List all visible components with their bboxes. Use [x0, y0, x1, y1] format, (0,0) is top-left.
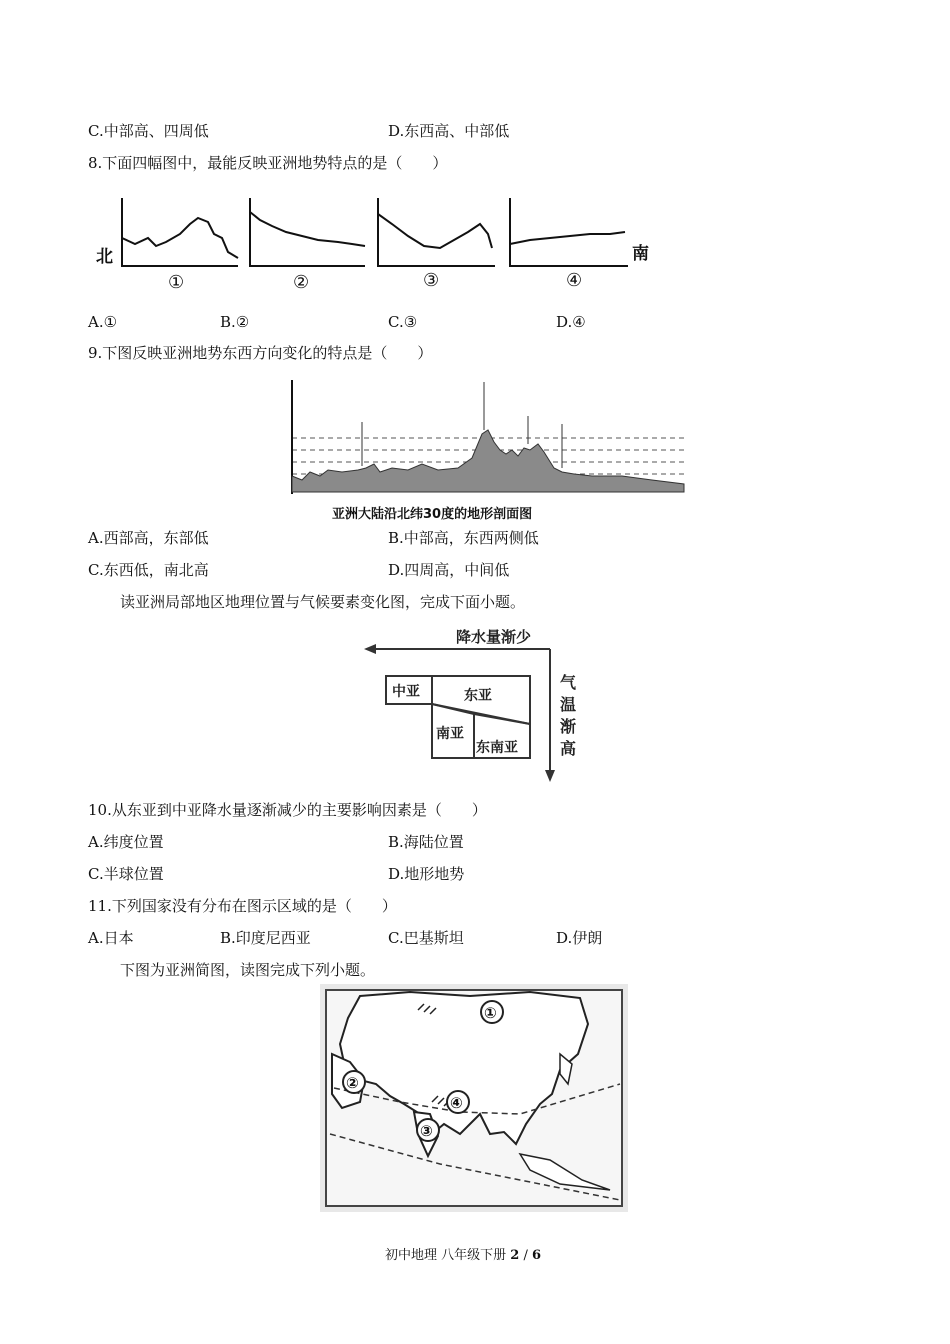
temp-label-4: 高 [560, 739, 577, 758]
q10-option-d: D.地形地势 [388, 865, 465, 883]
region-south-asia: 南亚 [436, 726, 464, 742]
map-label-4: ④ [450, 1094, 463, 1112]
region-east-asia: 东亚 [464, 688, 492, 704]
q9-option-d: D.四周高，中间低 [388, 561, 510, 579]
footer-text: 初中地理 八年级下册 [385, 1248, 511, 1263]
region-central-asia: 中亚 [392, 684, 420, 700]
profile-label-3: ③ [423, 270, 440, 291]
intro-map: 下图为亚洲简图，读图完成下列小题。 [120, 961, 376, 979]
q11-option-d: D.伊朗 [556, 929, 603, 947]
q9-option-b: B.中部高，东西两侧低 [388, 529, 539, 547]
cross-section-title: 亚洲大陆沿北纬30度的地形剖面图 [332, 507, 533, 522]
q8-option-c: C.③ [388, 313, 418, 331]
q7-option-d: D.东西高、中部低 [388, 122, 510, 140]
q7-option-c: C.中部高、四周低 [88, 122, 209, 140]
south-label: 南 [632, 244, 649, 264]
q8-option-d: D.④ [556, 313, 586, 331]
footer-total-pages: 6 [531, 1248, 542, 1263]
q9-option-c: C.东西低，南北高 [88, 561, 209, 579]
map-label-1: ① [484, 1004, 497, 1022]
q9-stem: 9.下图反映亚洲地势东西方向变化的特点是（ ） [88, 344, 433, 362]
temp-label-2: 温 [560, 695, 577, 714]
q10-stem: 10.从东亚到中亚降水量逐渐减少的主要影响因素是（ ） [88, 801, 487, 819]
footer-page-number: 2 [510, 1248, 520, 1263]
q8-stem: 8.下面四幅图中，最能反映亚洲地势特点的是（ ） [88, 154, 448, 172]
q9-cross-section-figure [262, 372, 688, 522]
region-southeast-asia: 东南亚 [476, 740, 518, 756]
page-footer [385, 1246, 541, 1266]
temp-label-3: 渐 [560, 717, 577, 736]
q8-option-a: A.① [88, 313, 118, 331]
temp-label-1: 气 [560, 673, 577, 692]
profile-label-2: ② [293, 272, 310, 293]
q11-option-a: A.日本 [88, 929, 134, 947]
q11-option-c: C.巴基斯坦 [388, 929, 464, 947]
q8-option-b: B.② [220, 313, 250, 331]
footer-sep: / [519, 1248, 532, 1263]
map-label-2: ② [346, 1074, 359, 1092]
q10-option-b: B.海陆位置 [388, 833, 464, 851]
intro-climate: 读亚洲局部地区地理位置与气候要素变化图，完成下面小题。 [120, 593, 526, 611]
climate-region-figure [360, 626, 592, 784]
profile-label-4: ④ [566, 270, 583, 291]
asia-sketch-map [320, 984, 628, 1212]
map-label-3: ③ [420, 1122, 433, 1140]
q10-option-a: A.纬度位置 [88, 833, 164, 851]
q11-stem: 11.下列国家没有分布在图示区域的是（ ） [88, 897, 397, 915]
q8-profile-figure [90, 188, 660, 298]
profile-label-1: ① [168, 272, 185, 293]
q9-option-a: A.西部高，东部低 [88, 529, 209, 547]
q10-option-c: C.半球位置 [88, 865, 164, 883]
precip-label: 降水量渐少 [456, 628, 532, 646]
q11-option-b: B.印度尼西亚 [220, 929, 311, 947]
north-label: 北 [96, 247, 113, 267]
